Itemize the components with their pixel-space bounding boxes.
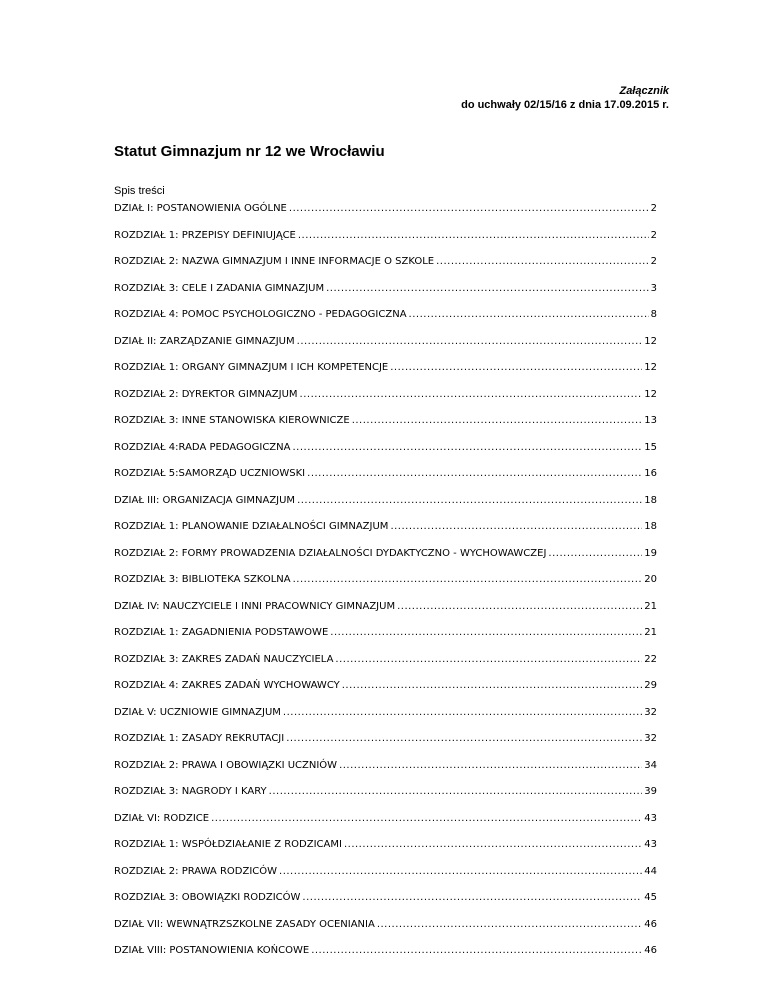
toc-entry-page: 2 bbox=[650, 229, 657, 241]
toc-entry-page: 12 bbox=[644, 388, 657, 400]
toc-entry[interactable] bbox=[114, 283, 657, 310]
toc-entry-label: ROZDZIAŁ 1: ZASADY REKRUTACJI bbox=[114, 733, 285, 744]
toc-entry[interactable] bbox=[114, 468, 657, 495]
toc-entry-page: 39 bbox=[644, 786, 657, 797]
toc-entry-label: DZIAŁ I: POSTANOWIENIA OGÓLNE bbox=[114, 203, 287, 214]
toc-leader-dots bbox=[436, 256, 649, 267]
toc-entry-label: ROZDZIAŁ 3: ZAKRES ZADAŃ NAUCZYCIELA bbox=[114, 653, 334, 665]
toc-entry[interactable] bbox=[114, 839, 657, 866]
toc-entry-page: 13 bbox=[644, 415, 657, 426]
toc-entry-label: DZIAŁ VII: WEWNĄTRZSZKOLNE ZASADY OCENIANIA bbox=[114, 918, 375, 930]
toc-entry-label: DZIAŁ IV: NAUCZYCIELE I INNI PRACOWNICY GIMNAZJUM bbox=[114, 600, 396, 612]
toc-entry-page: 3 bbox=[650, 282, 657, 294]
toc-entry[interactable] bbox=[114, 442, 657, 469]
toc-leader-dots bbox=[397, 601, 642, 612]
toc-entry-page: 21 bbox=[644, 600, 657, 612]
document-title: Statut Gimnazjum nr 12 we Wrocławiu bbox=[114, 143, 385, 160]
toc-entry-page: 45 bbox=[644, 892, 657, 903]
toc-entry-label: ROZDZIAŁ 2: FORMY PROWADZENIA DZIAŁALNOŚCI DYDAKTYCZNO - WYCHOWAWCZEJ bbox=[114, 547, 547, 559]
toc-entry-page: 12 bbox=[644, 335, 657, 347]
toc-entry-page: 20 bbox=[644, 574, 657, 585]
toc-entry-label: DZIAŁ III: ORGANIZACJA GIMNAZJUM bbox=[114, 494, 296, 506]
toc-entry-page: 29 bbox=[644, 680, 657, 691]
toc-entry[interactable] bbox=[114, 521, 657, 548]
toc-entry-label: ROZDZIAŁ 1: WSPÓŁDZIAŁANIE Z RODZICAMI bbox=[114, 839, 342, 850]
toc-entry[interactable] bbox=[114, 256, 657, 283]
toc-entry-label: ROZDZIAŁ 1: PLANOWANIE DZIAŁALNOŚCI GIMNAZJUM bbox=[114, 521, 389, 532]
toc-leader-dots bbox=[335, 654, 642, 665]
toc-entry-label: DZIAŁ VI: RODZICE bbox=[114, 812, 210, 824]
toc-entry[interactable] bbox=[114, 548, 657, 575]
toc-entry[interactable] bbox=[114, 627, 657, 654]
toc-leader-dots bbox=[352, 415, 643, 426]
toc-entry[interactable] bbox=[114, 601, 657, 628]
toc-entry-page: 21 bbox=[644, 627, 657, 638]
toc-entry[interactable] bbox=[114, 309, 657, 336]
toc-entry-page: 18 bbox=[644, 521, 657, 532]
toc-entry-page: 44 bbox=[644, 865, 657, 877]
toc-entry-label: ROZDZIAŁ 1: ZAGADNIENIA PODSTAWOWE bbox=[114, 627, 329, 638]
toc-entry-page: 15 bbox=[644, 441, 657, 453]
toc-leader-dots bbox=[279, 866, 642, 877]
toc-entry[interactable] bbox=[114, 574, 657, 601]
annex-label: Załącznik bbox=[619, 85, 669, 97]
toc-entry-label: ROZDZIAŁ 3: NAGRODY I KARY bbox=[114, 786, 267, 797]
toc-entry-label: DZIAŁ V: UCZNIOWIE GIMNAZJUM bbox=[114, 706, 281, 718]
toc-leader-dots bbox=[300, 389, 643, 400]
toc-entry[interactable] bbox=[114, 680, 657, 707]
toc-entry-label: ROZDZIAŁ 1: PRZEPISY DEFINIUJĄCE bbox=[114, 229, 296, 241]
toc-entry-page: 8 bbox=[650, 309, 657, 320]
toc-entry-label: ROZDZIAŁ 3: INNE STANOWISKA KIEROWNICZE bbox=[114, 415, 350, 426]
toc-leader-dots bbox=[339, 760, 642, 771]
toc-entry[interactable] bbox=[114, 866, 657, 893]
toc-leader-dots bbox=[293, 574, 643, 585]
toc-leader-dots bbox=[342, 680, 643, 691]
toc-entry[interactable] bbox=[114, 415, 657, 442]
toc-leader-dots bbox=[297, 336, 643, 347]
toc-entry-label: DZIAŁ VIII: POSTANOWIENIA KOŃCOWE bbox=[114, 945, 310, 956]
toc-entry-label: ROZDZIAŁ 2: DYREKTOR GIMNAZJUM bbox=[114, 388, 298, 400]
toc-entry-label: ROZDZIAŁ 2: PRAWA RODZICÓW bbox=[114, 865, 278, 877]
toc-entry-label: ROZDZIAŁ 2: PRAWA I OBOWIĄZKI UCZNIÓW bbox=[114, 759, 338, 771]
toc-entry-page: 32 bbox=[644, 706, 657, 718]
toc-entry-page: 22 bbox=[644, 653, 657, 665]
toc-leader-dots bbox=[390, 362, 642, 373]
toc-entry-page: 34 bbox=[644, 759, 657, 771]
toc-leader-dots bbox=[311, 945, 642, 956]
toc-entry-page: 46 bbox=[644, 945, 657, 956]
toc-entry-page: 2 bbox=[650, 256, 657, 267]
toc-entry-label: ROZDZIAŁ 3: BIBLIOTEKA SZKOLNA bbox=[114, 574, 291, 585]
toc-leader-dots bbox=[283, 707, 642, 718]
toc-entry[interactable] bbox=[114, 654, 657, 681]
table-of-contents bbox=[114, 203, 657, 972]
toc-entry-page: 12 bbox=[644, 362, 657, 373]
toc-entry-page: 19 bbox=[644, 547, 657, 559]
toc-entry[interactable] bbox=[114, 945, 657, 972]
toc-entry-page: 32 bbox=[644, 733, 657, 744]
toc-entry[interactable] bbox=[114, 495, 657, 522]
toc-entry[interactable] bbox=[114, 892, 657, 919]
toc-entry[interactable] bbox=[114, 389, 657, 416]
toc-leader-dots bbox=[377, 919, 642, 930]
toc-entry-label: ROZDZIAŁ 1: ORGANY GIMNAZJUM I ICH KOMPETENCJE bbox=[114, 362, 389, 373]
toc-leader-dots bbox=[330, 627, 642, 638]
toc-entry-label: ROZDZIAŁ 5:SAMORZĄD UCZNIOWSKI bbox=[114, 468, 306, 479]
toc-entry[interactable] bbox=[114, 336, 657, 363]
toc-entry[interactable] bbox=[114, 707, 657, 734]
toc-leader-dots bbox=[307, 468, 642, 479]
toc-entry-page: 18 bbox=[644, 494, 657, 506]
toc-entry-label: ROZDZIAŁ 3: OBOWIĄZKI RODZICÓW bbox=[114, 892, 301, 903]
toc-leader-dots bbox=[297, 495, 642, 506]
toc-entry[interactable] bbox=[114, 733, 657, 760]
toc-heading: Spis treści bbox=[114, 185, 165, 197]
toc-entry-page: 2 bbox=[650, 203, 657, 214]
toc-leader-dots bbox=[344, 839, 642, 850]
toc-leader-dots bbox=[292, 442, 642, 453]
toc-entry-label: ROZDZIAŁ 3: CELE I ZADANIA GIMNAZJUM bbox=[114, 282, 325, 294]
toc-leader-dots bbox=[302, 892, 642, 903]
toc-entry[interactable] bbox=[114, 919, 657, 946]
toc-entry[interactable] bbox=[114, 786, 657, 813]
toc-leader-dots bbox=[390, 521, 642, 532]
toc-entry-label: ROZDZIAŁ 4: ZAKRES ZADAŃ WYCHOWAWCY bbox=[114, 680, 340, 691]
toc-entry-page: 16 bbox=[644, 468, 657, 479]
toc-leader-dots bbox=[286, 733, 642, 744]
toc-entry-page: 43 bbox=[644, 839, 657, 850]
toc-entry-label: ROZDZIAŁ 2: NAZWA GIMNAZJUM I INNE INFORMACJE O SZKOLE bbox=[114, 256, 435, 267]
toc-entry-page: 43 bbox=[644, 812, 657, 824]
toc-entry-page: 46 bbox=[644, 918, 657, 930]
toc-entry-label: DZIAŁ II: ZARZĄDZANIE GIMNAZJUM bbox=[114, 335, 295, 347]
toc-leader-dots bbox=[409, 309, 649, 320]
toc-leader-dots bbox=[289, 203, 649, 214]
toc-leader-dots bbox=[269, 786, 643, 797]
toc-leader-dots bbox=[326, 283, 649, 294]
toc-leader-dots bbox=[211, 813, 642, 824]
toc-entry-label: ROZDZIAŁ 4:RADA PEDAGOGICZNA bbox=[114, 441, 291, 453]
toc-entry[interactable] bbox=[114, 813, 657, 840]
toc-entry-label: ROZDZIAŁ 4: POMOC PSYCHOLOGICZNO - PEDAGOGICZNA bbox=[114, 309, 407, 320]
toc-leader-dots bbox=[548, 548, 642, 559]
toc-entry[interactable] bbox=[114, 362, 657, 389]
annex-header bbox=[461, 84, 669, 112]
toc-entry[interactable] bbox=[114, 230, 657, 257]
resolution-reference: do uchwały 02/15/16 z dnia 17.09.2015 r. bbox=[461, 99, 669, 111]
toc-entry[interactable] bbox=[114, 760, 657, 787]
toc-entry[interactable] bbox=[114, 203, 657, 230]
toc-leader-dots bbox=[298, 230, 649, 241]
